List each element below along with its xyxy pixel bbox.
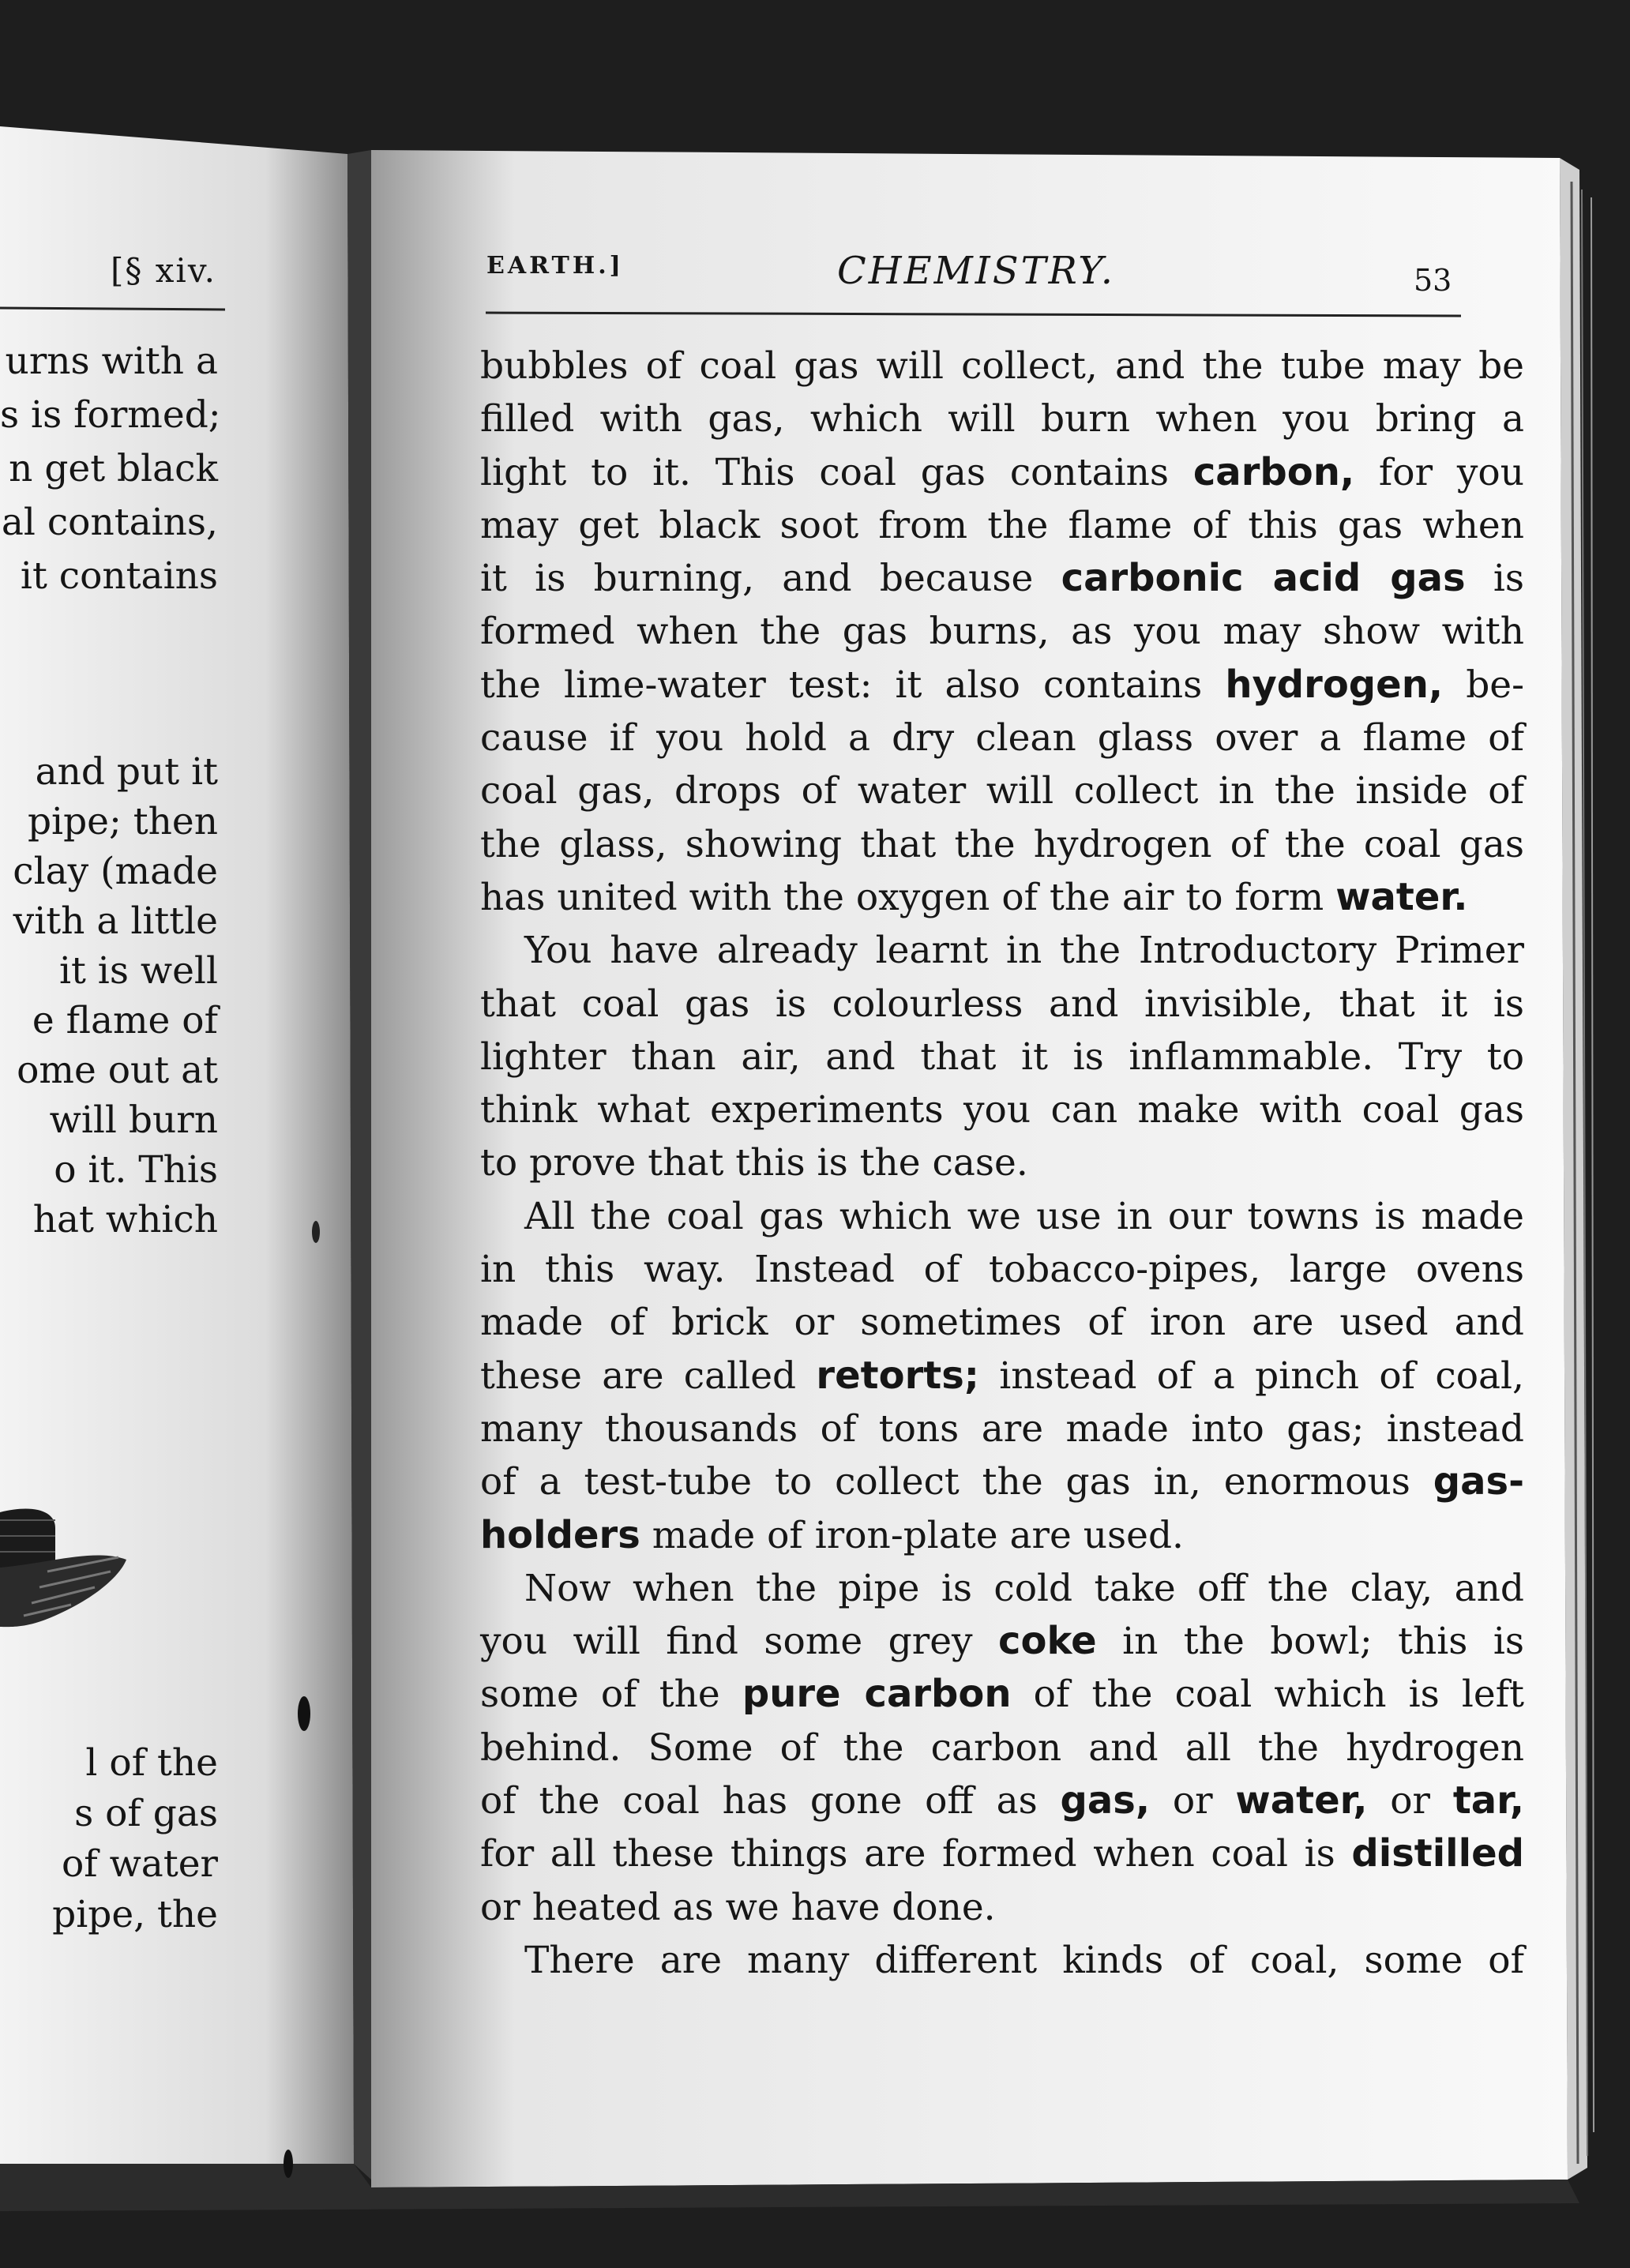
text-run: All the coal gas which we use in our towns is made	[524, 1194, 1524, 1238]
text-line	[480, 712, 1524, 764]
left-page-line: hat which	[32, 1198, 218, 1241]
text-line	[480, 871, 1524, 924]
keyword: coke	[998, 1619, 1097, 1664]
text-run: bubbles of coal gas will collect, and the tube may be	[480, 344, 1524, 388]
text-run: many thousands of tons are made into gas; instead	[480, 1406, 1524, 1451]
text-run: to prove that this is the case.	[480, 1141, 1028, 1185]
text-run: or	[1367, 1779, 1453, 1823]
text-run: or	[1150, 1779, 1236, 1823]
keyword: retorts;	[816, 1353, 979, 1398]
text-run: has united with the oxygen of the air to form	[480, 875, 1336, 919]
left-page-line: n get black	[9, 447, 218, 490]
running-head	[371, 249, 1556, 296]
left-page-line: pipe; then	[27, 800, 218, 843]
keyword: pure carbon	[742, 1672, 1012, 1717]
running-head-title: CHEMISTRY.	[837, 249, 1116, 293]
keyword: gas-	[1433, 1459, 1524, 1504]
keyword: water,	[1235, 1778, 1368, 1823]
text-line	[480, 499, 1524, 552]
text-run: is	[1465, 557, 1525, 601]
right-page	[371, 0, 1556, 2268]
text-run: that coal gas is colourless and invisible, that it is	[480, 982, 1524, 1026]
text-run: for all these things are formed when coal is	[480, 1832, 1352, 1876]
text-run: coal gas, drops of water will collect in the inside of	[480, 769, 1524, 813]
left-page-line: ome out at	[17, 1049, 218, 1092]
text-run: be-	[1443, 663, 1524, 707]
keyword: hydrogen,	[1225, 662, 1444, 707]
page-number: 53	[1414, 263, 1452, 298]
text-run: think what experiments you can make with coal gas	[480, 1088, 1524, 1132]
text-line	[480, 1243, 1524, 1296]
text-run: it is burning, and because	[480, 557, 1061, 601]
text-line	[480, 1350, 1524, 1402]
text-line	[480, 1190, 1524, 1243]
text-run: of the coal has gone off as	[480, 1779, 1061, 1823]
text-run: the glass, showing that the hydrogen of the coal gas	[480, 822, 1524, 866]
text-run: you will find some grey	[480, 1620, 999, 1664]
left-page-line: e flame of	[32, 999, 218, 1042]
text-run: lighter than air, and that it is inflammable. Try to	[480, 1034, 1524, 1079]
text-line	[480, 1722, 1524, 1774]
left-page-line: al contains,	[1, 501, 218, 544]
left-page-line: urns with a	[5, 340, 218, 383]
left-facing-page	[0, 0, 347, 2268]
left-page-line: will burn	[49, 1098, 218, 1142]
text-run: these are called	[480, 1354, 817, 1398]
text-run: formed when the gas burns, as you may show with	[480, 610, 1524, 654]
text-line	[480, 1615, 1524, 1668]
text-run: made of brick or sometimes of iron are used and	[480, 1301, 1524, 1345]
text-line	[480, 392, 1524, 445]
left-page-line: it contains	[20, 554, 218, 598]
text-line	[480, 1668, 1524, 1721]
text-run: for you	[1354, 450, 1524, 494]
text-line	[480, 1774, 1524, 1827]
text-run: Now when the pipe is cold take off the clay, and	[524, 1566, 1524, 1610]
text-run: in the bowl; this is	[1096, 1620, 1524, 1664]
text-line	[480, 978, 1524, 1031]
text-run: light to it. This coal gas contains	[480, 450, 1193, 494]
left-page-line: l of the	[85, 1741, 218, 1785]
keyword: gas,	[1060, 1778, 1151, 1823]
text-line	[480, 1509, 1524, 1562]
text-line	[480, 1031, 1524, 1083]
left-page-line: vith a little	[13, 899, 218, 943]
text-line	[480, 1455, 1524, 1508]
text-line	[480, 1827, 1524, 1880]
keyword: carbonic acid gas	[1061, 556, 1466, 601]
text-line	[480, 1402, 1524, 1455]
text-run: There are many different kinds of coal, some of	[524, 1938, 1524, 1982]
text-run: filled with gas, which will burn when you bring a	[480, 397, 1524, 441]
text-run: cause if you hold a dry clean glass over a flame of	[480, 716, 1524, 760]
text-run: some of the	[480, 1673, 742, 1717]
text-run: of the coal which is left	[1011, 1673, 1525, 1717]
text-line	[480, 924, 1524, 977]
left-running-head: [§ xiv.	[111, 251, 216, 290]
left-page-line: and put it	[35, 750, 218, 794]
text-line	[480, 1083, 1524, 1136]
text-run: in this way. Instead of tobacco-pipes, large ovens	[480, 1248, 1524, 1292]
text-line	[480, 1296, 1524, 1349]
text-run: or heated as we have done.	[480, 1885, 996, 1929]
text-run: behind. Some of the carbon and all the hydrogen	[480, 1725, 1524, 1770]
left-page-line: s is formed;	[0, 393, 221, 437]
keyword: carbon,	[1192, 449, 1355, 494]
left-page-line: o it. This	[54, 1148, 218, 1192]
text-run: may get black soot from the flame of this gas when	[480, 503, 1524, 547]
text-line	[480, 1562, 1524, 1615]
text-line	[480, 659, 1524, 712]
keyword: distilled	[1351, 1831, 1524, 1876]
text-line	[480, 818, 1524, 871]
left-page-line: pipe, the	[52, 1893, 218, 1936]
text-run: of a test-tube to collect the gas in, enormous	[480, 1460, 1433, 1504]
text-line	[480, 605, 1524, 658]
text-run: the lime-water test: it also contains	[480, 663, 1226, 707]
text-line	[480, 1881, 1524, 1934]
left-page-line: s of gas	[74, 1792, 218, 1835]
text-line	[480, 340, 1524, 392]
text-line	[480, 1136, 1524, 1189]
keyword: tar,	[1452, 1778, 1524, 1823]
text-line	[480, 446, 1524, 499]
left-page-line: it is well	[58, 949, 218, 993]
text-run: made of iron-plate are used.	[640, 1513, 1184, 1557]
running-head-section: EARTH.]	[486, 252, 624, 280]
keyword: water.	[1335, 874, 1468, 919]
text-run: instead of a pinch of coal,	[978, 1354, 1524, 1398]
keyword: holders	[480, 1512, 640, 1557]
left-page-line: of water	[61, 1842, 218, 1886]
text-line	[480, 764, 1524, 817]
text-run: You have already learnt in the Introductory Primer	[524, 929, 1524, 973]
body-text	[480, 340, 1524, 1987]
text-line	[480, 552, 1524, 605]
left-page-line: clay (made	[13, 850, 218, 893]
text-line	[480, 1934, 1524, 1987]
